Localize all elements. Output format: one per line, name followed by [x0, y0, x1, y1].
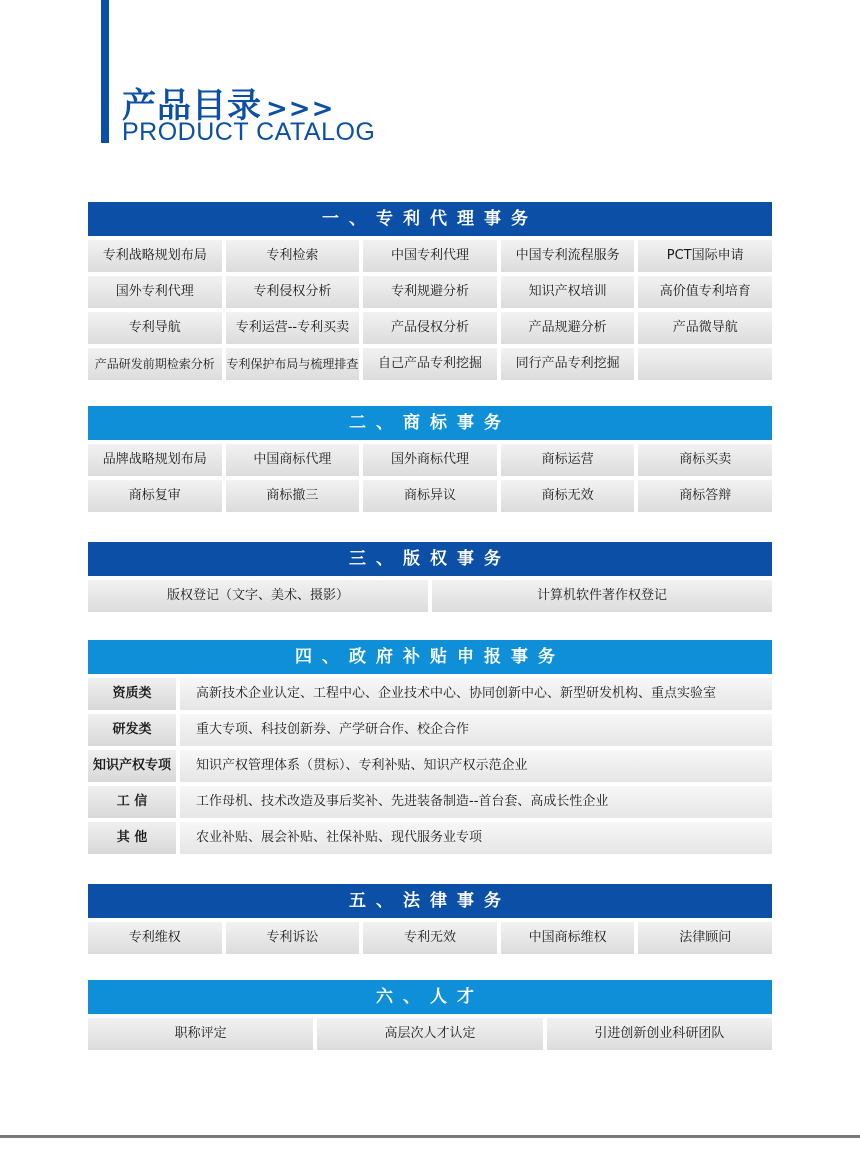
- section-header: 四、政府补贴申报事务: [88, 640, 772, 674]
- page-subtitle: PRODUCT CATALOG: [122, 118, 376, 146]
- catalog-item: 专利诉讼: [226, 922, 360, 954]
- catalog-item: 国外专利代理: [88, 276, 222, 308]
- catalog-item: 专利侵权分析: [226, 276, 360, 308]
- section-header: 二、商标事务: [88, 406, 772, 440]
- catalog-item: 中国专利代理: [363, 240, 497, 272]
- trademark-grid: [88, 444, 772, 512]
- catalog-item: 同行产品专利挖掘: [501, 348, 635, 380]
- catalog-item: 专利维权: [88, 922, 222, 954]
- row-label: 研发类: [88, 714, 176, 746]
- catalog-item: 品牌战略规划布局: [88, 444, 222, 476]
- catalog-item: 专利检索: [226, 240, 360, 272]
- footer-divider: [0, 1135, 860, 1138]
- row-label: 其 他: [88, 822, 176, 854]
- catalog-item: 商标异议: [363, 480, 497, 512]
- catalog-item: 产品规避分析: [501, 312, 635, 344]
- catalog-item: 知识产权培训: [501, 276, 635, 308]
- catalog-item: 高价值专利培育: [638, 276, 772, 308]
- subsidy-row: [88, 678, 772, 710]
- catalog-item: 自己产品专利挖掘: [363, 348, 497, 380]
- section-subsidy: [88, 640, 772, 858]
- section-header: 一、专利代理事务: [88, 202, 772, 236]
- catalog-item: 职称评定: [88, 1018, 313, 1050]
- section-trademark: [88, 406, 772, 512]
- catalog-item: 版权登记（文字、美术、摄影）: [88, 580, 428, 612]
- catalog-item: 中国商标维权: [501, 922, 635, 954]
- subsidy-row: [88, 786, 772, 818]
- catalog-item: 商标复审: [88, 480, 222, 512]
- subsidy-row: [88, 750, 772, 782]
- catalog-item: 产品研发前期检索分析: [88, 348, 222, 380]
- subsidy-row: [88, 822, 772, 854]
- section-legal: [88, 884, 772, 954]
- section-header: 三、版权事务: [88, 542, 772, 576]
- catalog-item: 专利战略规划布局: [88, 240, 222, 272]
- catalog-item: 中国商标代理: [226, 444, 360, 476]
- row-text: 高新技术企业认定、工程中心、企业技术中心、协同创新中心、新型研发机构、重点实验室: [180, 678, 772, 710]
- row-label: 知识产权专项: [88, 750, 176, 782]
- catalog-item: 商标无效: [501, 480, 635, 512]
- row-text: 知识产权管理体系（贯标）、专利补贴、知识产权示范企业: [180, 750, 772, 782]
- talent-grid: [88, 1018, 772, 1050]
- catalog-item: 中国专利流程服务: [501, 240, 635, 272]
- row-text: 农业补贴、展会补贴、社保补贴、现代服务业专项: [180, 822, 772, 854]
- catalog-item: PCT国际申请: [638, 240, 772, 272]
- patent-grid: [88, 240, 772, 380]
- subsidy-row: [88, 714, 772, 746]
- row-text: 工作母机、技术改造及事后奖补、先进装备制造--首台套、高成长性企业: [180, 786, 772, 818]
- catalog-item: 法律顾问: [638, 922, 772, 954]
- section-talent: [88, 980, 772, 1050]
- catalog-item: 高层次人才认定: [317, 1018, 542, 1050]
- row-label: 工 信: [88, 786, 176, 818]
- catalog-item: 专利保护布局与梳理排查: [226, 348, 360, 380]
- catalog-item: 专利运营--专利买卖: [226, 312, 360, 344]
- section-header: 六、人才: [88, 980, 772, 1014]
- title-arrows: >>>: [266, 94, 335, 124]
- subsidy-rows: [88, 678, 772, 854]
- catalog-item: 商标买卖: [638, 444, 772, 476]
- section-patent: [88, 202, 772, 380]
- section-copyright: [88, 542, 772, 612]
- catalog-item: 引进创新创业科研团队: [547, 1018, 772, 1050]
- section-header: 五、法律事务: [88, 884, 772, 918]
- catalog-item: 产品侵权分析: [363, 312, 497, 344]
- catalog-item: 专利导航: [88, 312, 222, 344]
- legal-grid: [88, 922, 772, 954]
- catalog-item: 专利规避分析: [363, 276, 497, 308]
- row-label: 资质类: [88, 678, 176, 710]
- catalog-item: 商标答辩: [638, 480, 772, 512]
- catalog-item: 商标运营: [501, 444, 635, 476]
- copyright-grid: [88, 580, 772, 612]
- catalog-item: 专利无效: [363, 922, 497, 954]
- empty-cell: [638, 348, 772, 380]
- accent-bar: [101, 0, 109, 143]
- catalog-item: 商标撤三: [226, 480, 360, 512]
- page-title: 产品目录 >>>: [122, 86, 335, 126]
- catalog-item: 国外商标代理: [363, 444, 497, 476]
- catalog-item: 计算机软件著作权登记: [432, 580, 772, 612]
- catalog-item: 产品微导航: [638, 312, 772, 344]
- row-text: 重大专项、科技创新券、产学研合作、校企合作: [180, 714, 772, 746]
